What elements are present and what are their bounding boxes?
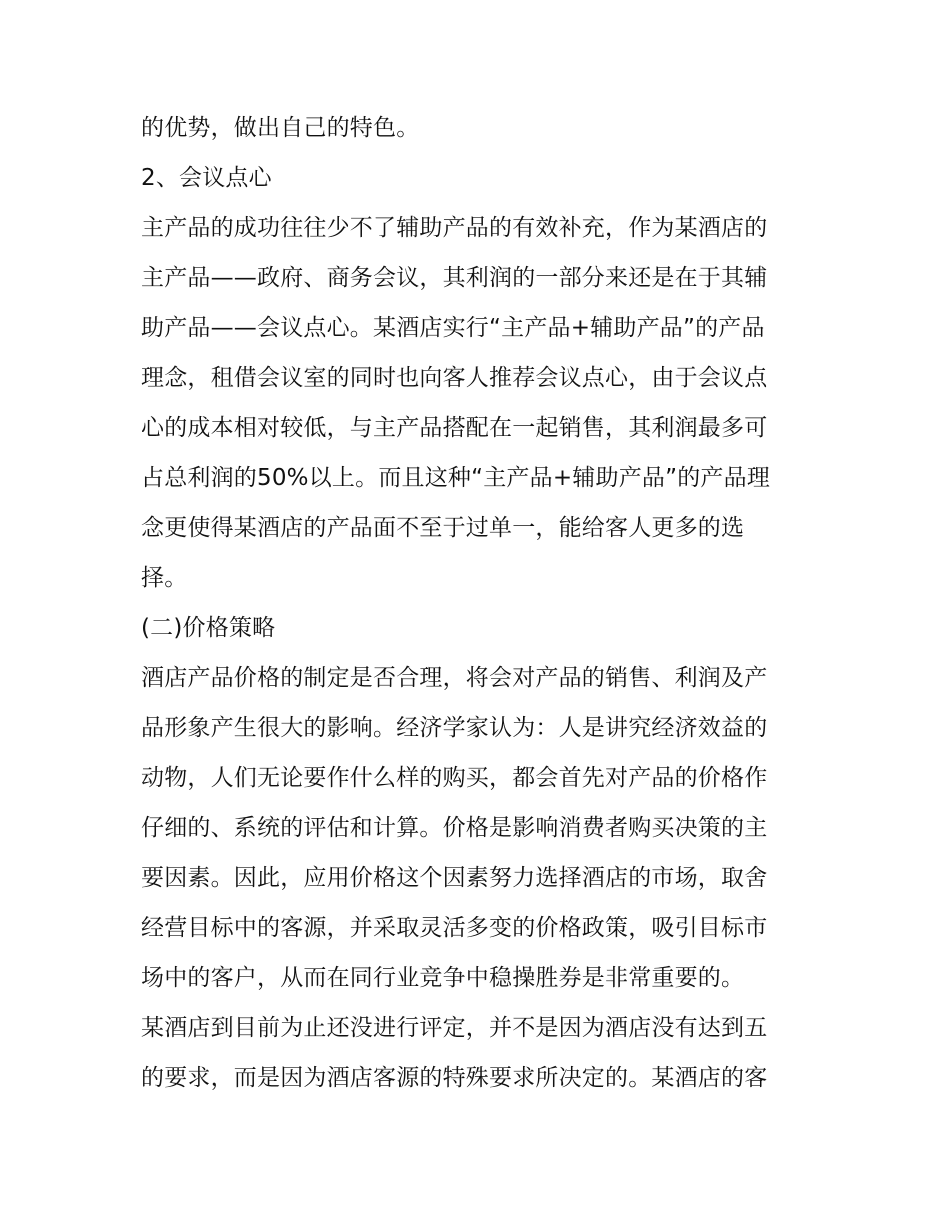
text-line: 的优势，做出自己的特色。 (141, 115, 420, 141)
text-line: 念更使得某酒店的产品面不至于过单一，能给客人更多的选 (141, 515, 745, 541)
text-line: 某酒店到目前为止还没进行评定，并不是因为酒店没有达到五 (141, 1015, 768, 1041)
text-line: 理念，租借会议室的同时也向客人推荐会议点心，由于会议点 (141, 365, 768, 391)
text-line: 品形象产生很大的影响。经济学家认为：人是讲究经济效益的 (141, 715, 768, 741)
text-line: 主产品的成功往往少不了辅助产品的有效补充，作为某酒店的 (141, 215, 768, 241)
text-line: 仔细的、系统的评估和计算。价格是影响消费者购买决策的主 (141, 815, 768, 841)
text-line: 助产品——会议点心。某酒店实行“主产品+辅助产品”的产品 (141, 315, 765, 341)
text-line: 占总利润的50%以上。而且这种“主产品+辅助产品”的产品理 (141, 465, 771, 491)
text-line: 心的成本相对较低，与主产品搭配在一起销售，其利润最多可 (141, 415, 768, 441)
text-line: 动物，人们无论要作什么样的购买，都会首先对产品的价格作 (141, 765, 768, 791)
text-line: 场中的客户，从而在同行业竞争中稳操胜券是非常重要的。 (141, 965, 745, 991)
text-line: 的要求，而是因为酒店客源的特殊要求所决定的。某酒店的客 (141, 1065, 768, 1091)
text-line: 要因素。因此，应用价格这个因素努力选择酒店的市场，取舍 (141, 865, 768, 891)
section-heading: (二)价格策略 (141, 615, 276, 641)
text-line: 择。 (141, 565, 188, 591)
text-line: 酒店产品价格的制定是否合理，将会对产品的销售、利润及产 (141, 665, 768, 691)
text-line: 主产品——政府、商务会议，其利润的一部分来还是在于其辅 (141, 265, 768, 291)
text-line: 经营目标中的客源，并采取灵活多变的价格政策，吸引目标市 (141, 915, 768, 941)
section-heading: 2、会议点心 (141, 165, 272, 191)
